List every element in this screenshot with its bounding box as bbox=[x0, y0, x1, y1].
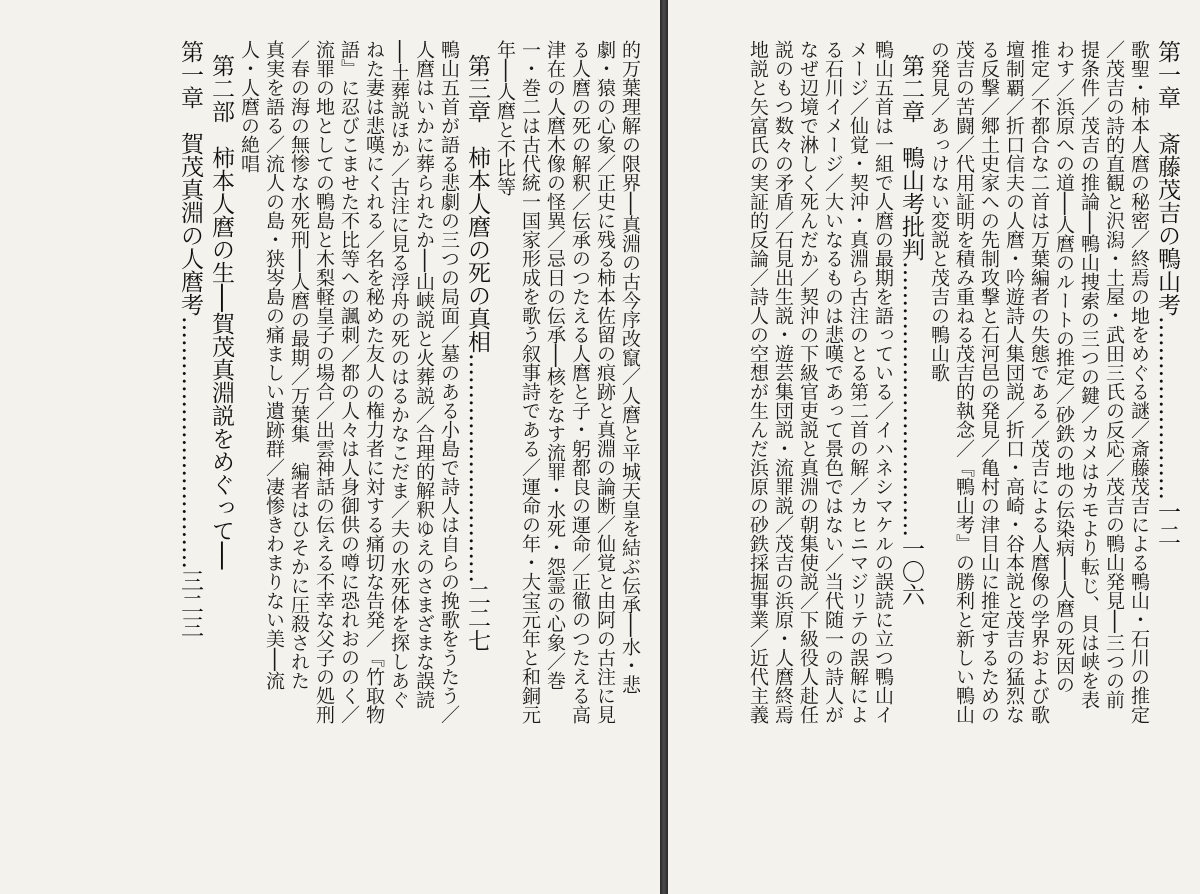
book-gutter bbox=[660, 0, 668, 894]
toc-line: 提条件／茂吉の推論──鴨山捜索の三つの鍵／カメはカモより転じ、貝は峡を表 bbox=[1078, 40, 1100, 709]
toc-line: 説のもつ数々の矛盾／石見出生説・遊芸集団説・流罪説／茂吉の浜原・人麿終焉 bbox=[772, 40, 794, 724]
toc-line: 劇・猿の心象／正史に残る柿本佐留の痕跡と真淵の論断／仙覚と由阿の古注に見 bbox=[594, 40, 616, 724]
toc-line: ねた妻は悲嘆にくれる／名を秘めた友人の権力者に対する痛切な告発／『竹取物 bbox=[363, 40, 385, 724]
toc-line: ／茂吉の詩的直観と沢潟・土屋・武田三氏の反応／茂吉の鴨山発見──三つの前 bbox=[1103, 40, 1125, 709]
toc-line: ──土葬説ほか／古注に見る浮舟の死のはるかなこだま／夫の水死体を探しあぐ bbox=[388, 40, 410, 709]
toc-line: 推定／不都合な二首は万葉編者の失態である／茂吉による人麿像の学界および歌 bbox=[1028, 40, 1050, 724]
toc-line: 年──人麿と不比等 bbox=[494, 40, 516, 196]
toc-line: なぜ辺境で淋しく死んだか／契沖の下級官吏説と真淵の朝集使説／下級役人赴任 bbox=[797, 40, 819, 724]
toc-line: ／春の海の無惨な水死刑──人麿の最期／万葉集 編者はひそかに圧殺された bbox=[288, 40, 310, 690]
left-page-text bbox=[18, 40, 642, 864]
toc-line: わす／浜原への道──人麿のルートの推定／砂鉄の地の伝染病──人麿の死因の bbox=[1053, 40, 1075, 694]
chapter-heading: 第三章 柿本人麿の死の真相…………………………二二七 bbox=[464, 54, 490, 652]
toc-line: 壇制覇／折口信夫の人麿・吟遊詩人集団説／折口・高崎・谷本説と茂吉の猛烈な bbox=[1003, 40, 1025, 724]
toc-line: 地説と矢富氏の実証的反論／詩人の空想が生んだ浜原の砂鉄採掘事業／近代主義 bbox=[747, 40, 769, 724]
toc-line: 人・人麿の絶唱 bbox=[238, 40, 260, 173]
toc-line: の発見／あっけない変説と茂吉の鴨山歌 bbox=[928, 40, 950, 382]
part-heading: 第二部 柿本人麿の生──賀茂真淵説をめぐって── bbox=[208, 54, 234, 570]
toc-line: 真実を語る／流人の島・狭岑島の痛ましい遺跡群／凄惨きわまりない美──流 bbox=[263, 40, 285, 690]
toc-line: る人麿の死の解釈／伝承のつたえる人麿と子・躬都良の運命／正徹のつたえる高 bbox=[569, 40, 591, 724]
toc-line: 一・巻二は古代統一国家形成を歌う叙事詩である／運命の年・大宝元年と和銅元 bbox=[519, 40, 541, 724]
toc-line: る反撃／郷土史家への先制攻撃と石河邑の発見／亀村の津目山に推定するための bbox=[978, 40, 1000, 724]
toc-line: メージ／仙覚・契沖・真淵ら古注のとる第二首の解／カヒニマジリテの誤解によ bbox=[847, 40, 869, 724]
toc-line: 歌聖・柿本人麿の秘密／終焉の地をめぐる謎／斎藤茂吉による鴨山・石川の推定 bbox=[1128, 40, 1150, 724]
toc-line: 鴨山五首が語る悲劇の三つの局面／墓のある小島で詩人は自らの挽歌をうたう／ bbox=[438, 40, 460, 724]
toc-line: 流罪の地としての鴨島と木梨軽皇子の場合／出雲神話の伝える不幸な父子の処刑 bbox=[313, 40, 335, 724]
toc-line: る石川イメージ／大いなるものは悲嘆であって景色ではない／当代随一の詩人が bbox=[822, 40, 844, 724]
toc-line: 鴨山五首は一組で人麿の最期を語っている／イハネシマケルの誤読に立つ鴨山イ bbox=[872, 40, 894, 724]
right-page-text bbox=[686, 40, 1182, 864]
right-page bbox=[668, 0, 1200, 894]
chapter-heading: 第一章 斎藤茂吉の鴨山考……………………一二 bbox=[1154, 40, 1180, 546]
chapter-heading: 第一章 賀茂真淵の人麿考……………………………三二三 bbox=[177, 40, 203, 638]
toc-line: 人麿はいかに葬られたか──山峡説と火葬説／合理的解釈ゆえのさまざまな誤読 bbox=[413, 40, 435, 709]
toc-line: 茂吉の苦闘／代用証明を積み重ねる茂吉的執念／『鴨山考』の勝利と新しい鴨山 bbox=[953, 40, 975, 724]
chapter-heading: 第二章 鴨山考批判………………………………一〇六 bbox=[898, 54, 924, 606]
toc-line: 的万葉理解の限界──真淵の古今序改竄／人麿と平城天皇を結ぶ伝承──水・悲 bbox=[619, 40, 641, 694]
toc-line: 津在の人麿木像の怪異／忌日の伝承──核をなす流罪・水死・怨霊の心象／巻 bbox=[544, 40, 566, 690]
toc-line: 語』に忍びこませた不比等への諷刺／都の人々は人身御供の噂に恐れおののく／ bbox=[338, 40, 360, 724]
